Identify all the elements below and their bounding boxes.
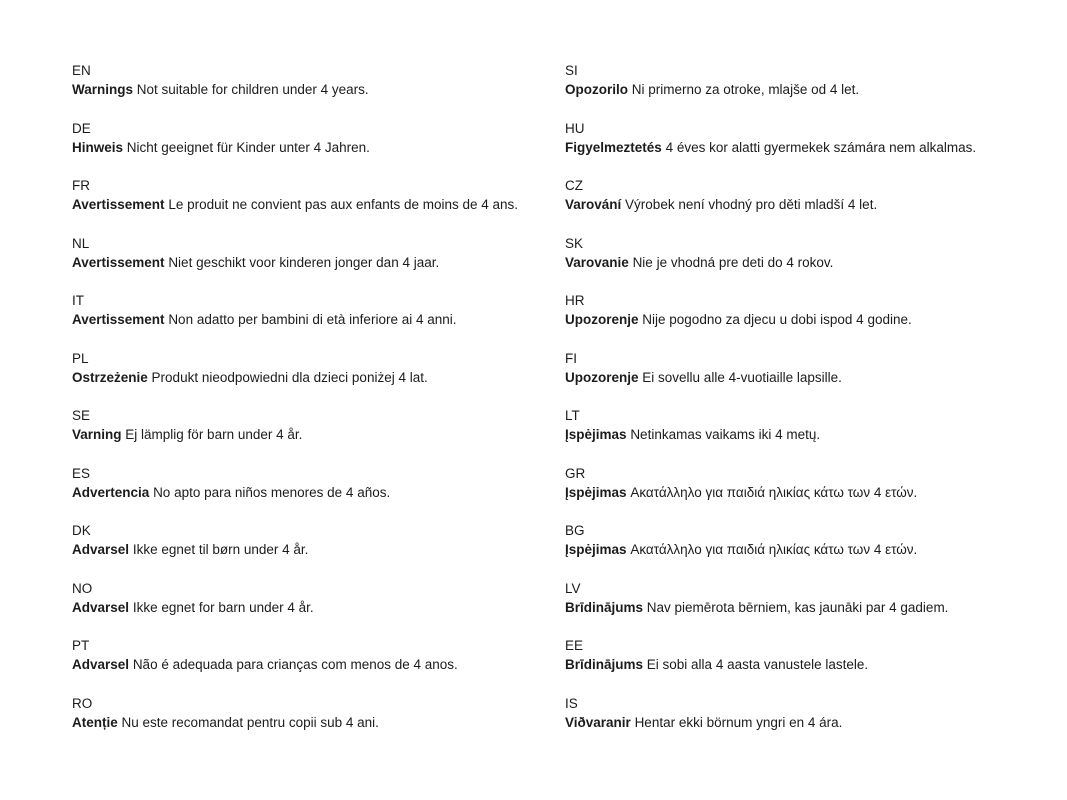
warning-entry [72,61,552,100]
warning-entry [565,291,1035,330]
warning-text: Výrobek není vhodný pro děti mladší 4 let. [625,197,878,212]
warning-entry [565,349,1035,388]
warning-entry [565,636,1035,675]
warning-text: Ακατάλληλο για παιδιά ηλικίας κάτω των 4 ετών. [630,542,918,557]
warning-entry [565,234,1035,273]
language-code: LT [565,408,580,423]
warning-line [72,80,552,100]
language-code: EE [565,638,584,653]
warning-line [72,253,552,273]
warning-entry [72,636,552,675]
warning-entry [565,119,1035,158]
warning-line [72,368,552,388]
warning-label: Varování [565,197,622,212]
language-code: SE [72,408,91,423]
language-code: NO [72,580,93,596]
warning-label: Avertissement [72,312,165,327]
warning-line [565,80,1035,100]
language-code: IT [72,293,84,308]
warning-label: Opozorilo [565,82,628,97]
warning-label: Advarsel [72,657,130,672]
language-code: RO [72,695,93,711]
warning-text: Ακατάλληλο για παιδιά ηλικίας κάτω των 4 ετών. [630,484,918,500]
warning-label: Ostrzeżenie [72,369,148,385]
warning-line [565,598,1035,618]
warning-text: Ei sobi alla 4 aasta vanustele lastele. [646,657,869,672]
language-code: DK [72,523,91,538]
warning-label: Įspėjimas [565,542,627,557]
warning-label: Upozorenje [565,312,639,327]
warning-entry [565,176,1035,215]
warning-entry [72,349,552,388]
warning-line [72,138,552,158]
warning-label: Atenție [72,714,118,730]
language-code: IS [565,695,578,711]
warning-line [565,368,1035,388]
warning-line [565,310,1035,330]
warning-label: Brīdinājums [565,599,644,615]
language-code: LV [565,580,581,596]
language-code: FR [72,178,90,193]
warnings-column-left [72,61,552,751]
warning-text: Le produit ne convient pas aux enfants de moins de 4 ans. [168,197,519,212]
warning-line [72,540,552,560]
warning-label: Brīdinājums [565,657,644,672]
warning-label: Figyelmeztetés [565,139,662,155]
warning-label: Advarsel [72,599,130,615]
warning-entry [72,291,552,330]
warning-text: 4 éves kor alatti gyermekek számára nem alkalmas. [665,139,977,155]
warning-text: Produkt nieodpowiedni dla dzieci poniżej 4 lat. [151,369,428,385]
warning-text: Nu este recomandat pentru copii sub 4 ani. [121,714,379,730]
warning-line [565,138,1035,158]
language-code: FI [565,350,577,366]
warning-text: Not suitable for children under 4 years. [136,82,369,97]
warning-line [72,195,552,215]
warning-entry [565,694,1035,733]
warning-line [565,540,1035,560]
warning-entry [565,521,1035,560]
warning-line [72,713,552,733]
warning-entry [72,406,552,445]
warning-line [565,655,1035,675]
warning-entry [72,234,552,273]
warning-label: Advertencia [72,484,150,500]
warning-text: Non adatto per bambini di età inferiore ai 4 anni. [168,312,457,327]
warning-line [565,195,1035,215]
warning-line [565,483,1035,503]
language-code: EN [72,63,91,78]
warning-text: Nicht geeignet für Kinder unter 4 Jahren. [126,139,370,155]
warnings-column-right [565,61,1035,751]
warning-label: Advarsel [72,542,130,557]
warning-line [72,310,552,330]
warning-line [565,713,1035,733]
warning-entry [72,119,552,158]
warning-label: Įspėjimas [565,484,627,500]
warning-text: Netinkamas vaikams iki 4 metų. [630,427,821,442]
language-code: DE [72,120,91,136]
language-code: ES [72,465,91,481]
language-code: SI [565,63,578,78]
warning-line [72,598,552,618]
warning-text: Nije pogodno za djecu u dobi ispod 4 godine. [642,312,912,327]
warning-line [72,483,552,503]
warning-text: No apto para niños menores de 4 años. [153,484,391,500]
warning-entry [72,176,552,215]
warning-label: Varning [72,427,122,442]
warning-entry [72,579,552,618]
warning-text: Ikke egnet til børn under 4 år. [132,542,309,557]
warning-label: Upozorenje [565,369,639,385]
language-code: CZ [565,178,583,193]
language-code: GR [565,465,586,481]
warning-entry [72,521,552,560]
warning-label: Hinweis [72,139,124,155]
warning-text: Hentar ekki börnum yngri en 4 ára. [634,714,843,730]
warning-label: Warnings [72,82,134,97]
warning-label: Avertissement [72,197,165,212]
warning-entry [72,694,552,733]
language-code: HR [565,293,585,308]
warning-line [565,253,1035,273]
warning-entry [565,579,1035,618]
warning-text: Ikke egnet for barn under 4 år. [132,599,314,615]
warning-line [72,655,552,675]
warning-text: Ni primerno za otroke, mlajše od 4 let. [631,82,860,97]
warning-label: Avertissement [72,254,165,270]
language-code: NL [72,235,90,251]
warning-text: Ej lämplig för barn under 4 år. [125,427,303,442]
language-code: PL [72,350,89,366]
warning-text: Ei sovellu alle 4-vuotiaille lapsille. [642,369,842,385]
warning-text: Nav piemērota bērniem, kas jaunāki par 4 gadiem. [646,599,949,615]
warning-entry [565,406,1035,445]
warning-text: Niet geschikt voor kinderen jonger dan 4 jaar. [168,254,440,270]
warning-label: Įspėjimas [565,427,627,442]
warning-entry [565,61,1035,100]
warning-entry [565,464,1035,503]
warning-entry [72,464,552,503]
warning-text: Não é adequada para crianças com menos de 4 anos. [132,657,458,672]
language-code: PT [72,638,90,653]
warning-label: Varovanie [565,254,629,270]
warning-line [565,425,1035,445]
warning-text: Nie je vhodná pre deti do 4 rokov. [632,254,834,270]
language-code: HU [565,120,585,136]
warning-line [72,425,552,445]
language-code: SK [565,235,584,251]
warning-label: Viðvaranir [565,714,631,730]
language-code: BG [565,523,585,538]
